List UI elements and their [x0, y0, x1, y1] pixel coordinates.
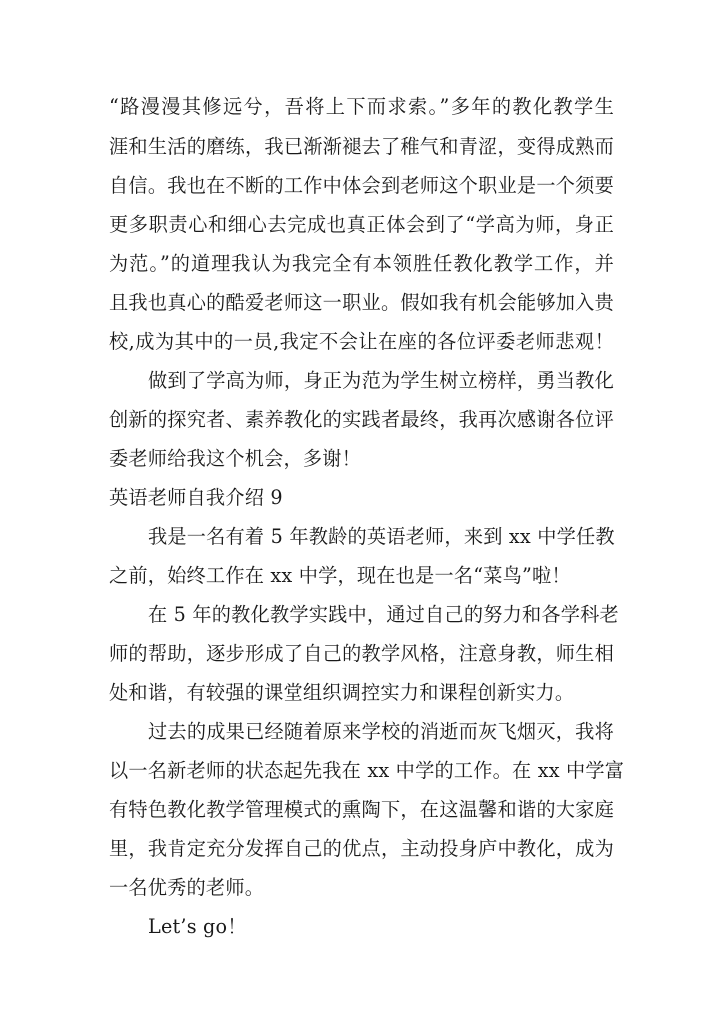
text-line: 为范。”的道理我认为我完全有本领胜任教化教学工作，并 [109, 252, 614, 275]
text-line: 一名优秀的老师。 [109, 876, 265, 899]
text-line: 以一名新老师的状态起先我在 xx 中学的工作。在 xx 中学富 [109, 759, 625, 782]
text-line: 处和谐，有较强的课堂组织调控实力和课程创新实力。 [109, 681, 575, 704]
section-title: 英语老师自我介绍 9 [109, 486, 283, 509]
text-line: 委老师给我这个机会，多谢！ [109, 447, 362, 470]
text-line: 在 5 年的教化教学实践中，通过自己的努力和各学科老 [148, 603, 619, 626]
text-line: 有特色教化教学管理模式的熏陶下，在这温馨和谐的大家庭 [109, 798, 614, 821]
text-line: 师的帮助，逐步形成了自己的教学风格，注意身教，师生相 [109, 642, 614, 665]
text-line: 更多职责心和细心去完成也真正体会到了“学高为师，身正 [109, 213, 614, 236]
text-line: 创新的探究者、素养教化的实践者最终，我再次感谢各位评 [109, 408, 614, 431]
text-line: 之前，始终工作在 xx 中学，现在也是一名“菜鸟”啦！ [109, 564, 571, 587]
text-line: 我是一名有着 5 年教龄的英语老师，来到 xx 中学任教 [148, 525, 615, 548]
text-line: 涯和生活的磨练，我已渐渐褪去了稚气和青涩，变得成熟而 [109, 135, 614, 158]
text-line: “路漫漫其修远兮，吾将上下而求索。”多年的教化教学生 [109, 95, 614, 118]
text-line: 过去的成果已经随着原来学校的消逝而灰飞烟灭，我将 [148, 720, 614, 743]
text-line: 且我也真心的酷爱老师这一职业。假如我有机会能够加入贵 [109, 291, 614, 314]
text-line: Let’s go！ [148, 915, 247, 938]
text-line: 校,成为其中的一员,我定不会让在座的各位评委老师悲观！ [109, 330, 614, 353]
text-line: 做到了学高为师，身正为范为学生树立榜样，勇当教化 [148, 369, 614, 392]
text-line: 里，我肯定充分发挥自己的优点，主动投身庐中教化，成为 [109, 837, 614, 860]
text-line: 自信。我也在不断的工作中体会到老师这个职业是一个须要 [109, 174, 614, 197]
